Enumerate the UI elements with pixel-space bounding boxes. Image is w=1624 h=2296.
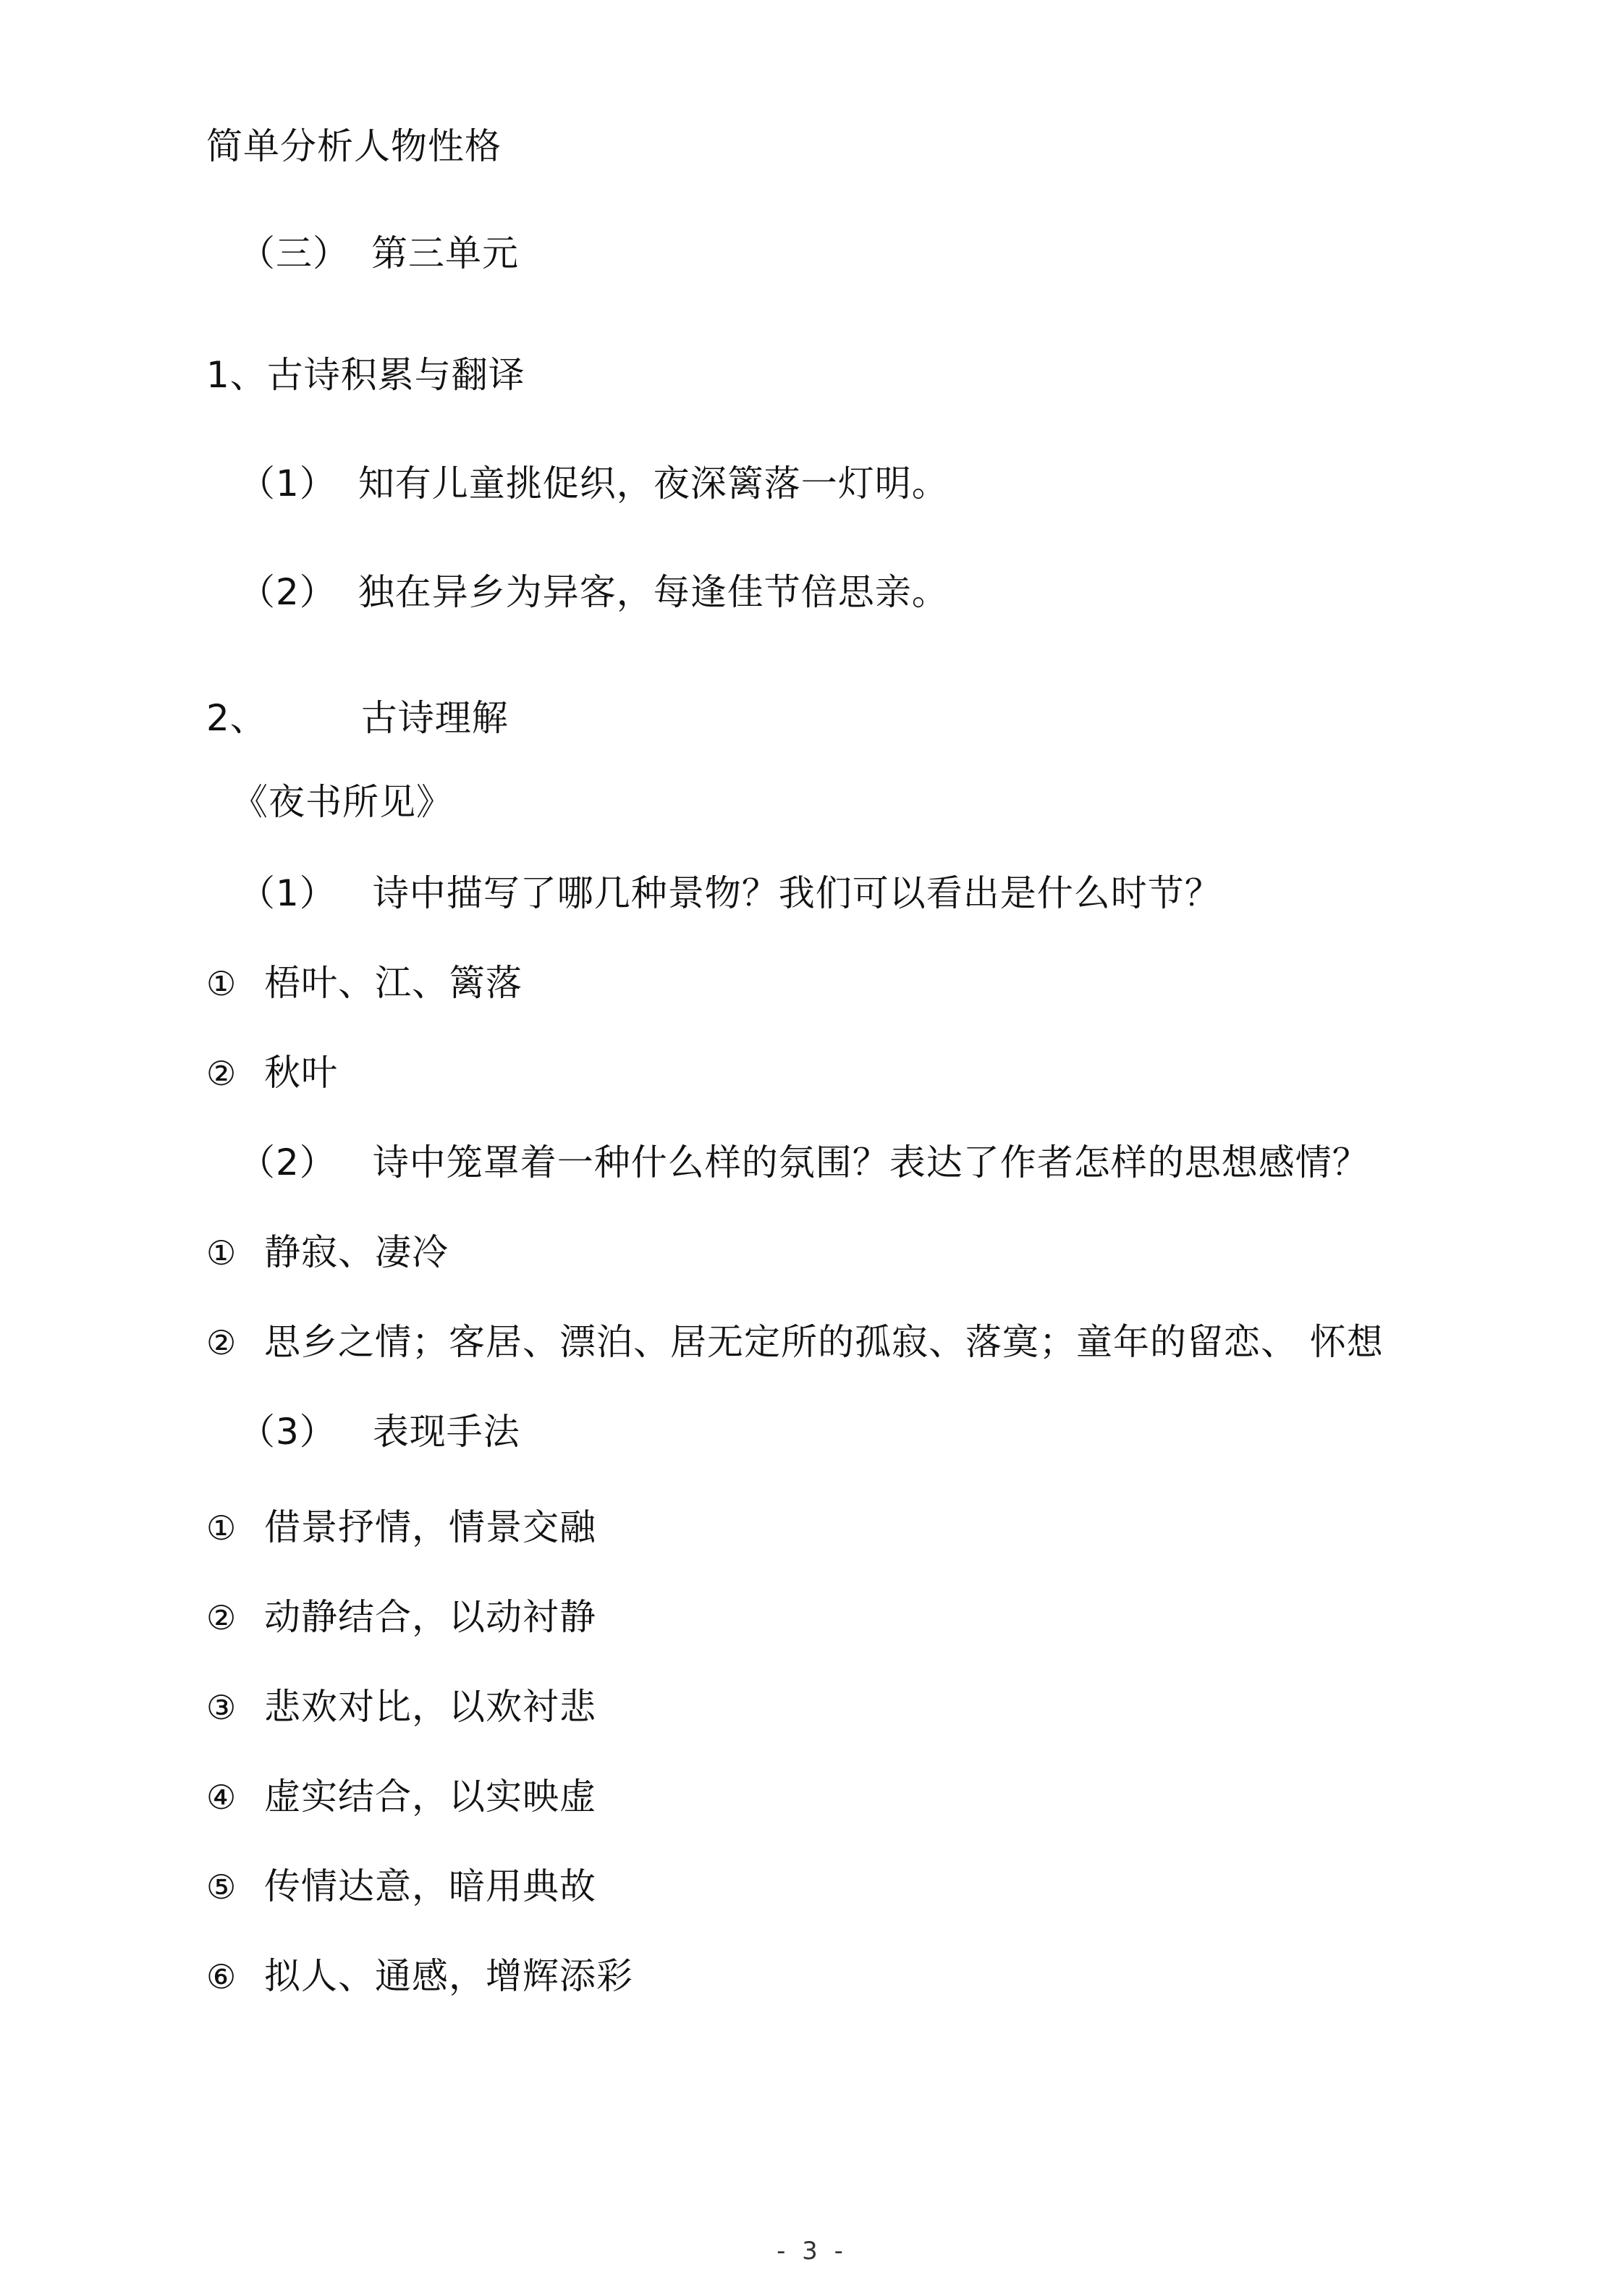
poem-line-marker: （2） xyxy=(239,571,337,613)
section-heading xyxy=(239,232,519,275)
answer-text: 传情达意，暗用典故 xyxy=(264,1865,596,1907)
poem-line-text: 知有儿童挑促织，夜深篱落一灯明。 xyxy=(358,463,949,505)
answer-marker: ⑥ xyxy=(206,1957,237,1996)
answer-line xyxy=(206,961,523,1005)
answer-marker: ① xyxy=(206,1233,237,1272)
answer-line xyxy=(206,1595,596,1639)
section-number: （三） xyxy=(239,232,350,274)
question-text: 诗中描写了哪几种景物？我们可以看出是什么时节？ xyxy=(372,872,1222,914)
answer-text: 梧叶、江、篱落 xyxy=(264,962,523,1004)
question-line xyxy=(239,1141,1369,1184)
answer-text: 秋叶 xyxy=(264,1052,338,1094)
question-marker: （2） xyxy=(239,1141,337,1183)
answer-line xyxy=(206,1506,596,1550)
question-marker: （3） xyxy=(239,1411,337,1453)
page-number: - 3 - xyxy=(777,2237,847,2266)
answer-text: 思乡之情；客居、漂泊、居无定所的孤寂、落寞；童年的留恋、 怀想 xyxy=(264,1321,1384,1363)
answer-text: 拟人、通感，增辉添彩 xyxy=(264,1955,633,1997)
answer-marker: ③ xyxy=(206,1688,237,1727)
question-line xyxy=(239,871,1222,915)
answer-marker: ① xyxy=(206,1508,237,1548)
part2-heading-title: 古诗理解 xyxy=(360,697,509,739)
answer-marker: ② xyxy=(206,1598,237,1637)
answer-text: 动静结合，以动衬静 xyxy=(264,1596,596,1638)
poem-line-text: 独在异乡为异客，每逢佳节倍思亲。 xyxy=(358,571,949,613)
answer-line xyxy=(206,1954,633,1999)
question-text: 表现手法 xyxy=(372,1411,520,1453)
section-title: 第三单元 xyxy=(371,232,519,274)
answer-marker: ⑤ xyxy=(206,1867,237,1907)
answer-line xyxy=(206,1231,449,1275)
answer-text: 借景抒情，情景交融 xyxy=(264,1506,596,1548)
answer-text: 虚实结合，以实映虚 xyxy=(264,1776,596,1818)
answer-marker: ④ xyxy=(206,1778,237,1817)
answer-line xyxy=(206,1775,596,1819)
part2-heading xyxy=(206,696,509,740)
answer-line xyxy=(206,1051,338,1095)
answer-line xyxy=(206,1320,1384,1364)
question-text: 诗中笼罩着一种什么样的氛围？表达了作者怎样的思想感情？ xyxy=(372,1141,1369,1183)
poem-line-marker: （1） xyxy=(239,463,337,505)
answer-marker: ① xyxy=(206,964,237,1003)
poem-line xyxy=(239,462,949,505)
answer-marker: ② xyxy=(206,1323,237,1362)
answer-marker: ② xyxy=(206,1054,237,1093)
answer-line xyxy=(206,1865,596,1909)
answer-text: 静寂、凄冷 xyxy=(264,1231,449,1273)
question-marker: （1） xyxy=(239,872,337,914)
answer-text: 悲欢对比，以欢衬悲 xyxy=(264,1686,596,1728)
answer-line xyxy=(206,1685,596,1729)
poem-title: 《夜书所见》 xyxy=(232,781,453,823)
intro-line: 简单分析人物性格 xyxy=(206,125,502,167)
poem-line xyxy=(239,570,949,614)
part2-heading-number: 2、 xyxy=(206,697,267,739)
part1-heading: 1、古诗积累与翻译 xyxy=(206,354,525,396)
question-line xyxy=(239,1410,520,1453)
